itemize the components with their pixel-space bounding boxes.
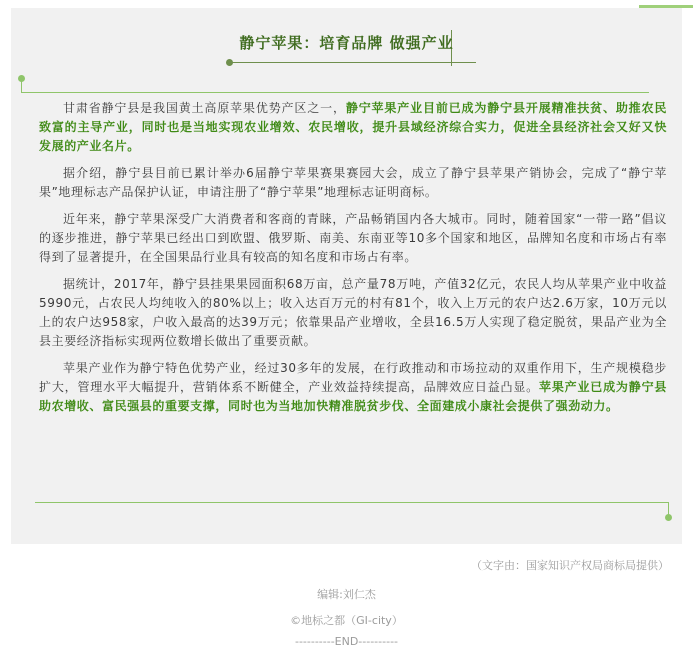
- frame-deco-bottom-dot: [665, 514, 672, 521]
- title-deco-dot: [226, 59, 233, 66]
- title-underline: [229, 62, 476, 63]
- article-body: [39, 99, 667, 424]
- frame-deco-bottom-line: [35, 502, 669, 503]
- article-title: 静宁苹果：培育品牌 做强产业: [239, 34, 454, 52]
- paragraph: [39, 164, 667, 202]
- highlighted-text: 苹果产业已成为静宁县助农增收、富民强县的重要支撑，同时也为当地加快精准脱贫步伐、全面建成小康社会提供了强劲动力。: [39, 380, 667, 413]
- end-marker: ----------END----------: [294, 635, 399, 648]
- paragraph: [39, 210, 667, 267]
- paragraph-text: 据统计，2017年，静宁县挂果果园面积68万亩，总产量78万吨，产值32亿元，农民人均从苹果产业中收益5990元，占农民人均纯收入的80%以上；收入达百万元的村有81个，收入上万元的农户达2.6万家，10万元以上的农户达958家，户收入最高的达39万元；依靠果品产业增收，全县16.5万人实现了稳定脱贫，果品产业为全县主要经济指标实现两位数增长做出了重要贡献。: [39, 277, 667, 348]
- copyright-line: ©地标之都（GI-city）: [290, 614, 403, 627]
- article-card: [11, 8, 682, 544]
- frame-deco-top-line: [21, 92, 649, 93]
- paragraph-text: 苹果产业作为静宁特色优势产业，经过30多年的发展，在行政推动和市场拉动的双重作用下，生产规模稳步扩大，管理水平大幅提升，营销体系不断健全，产业效益持续提高，品牌效应日益凸显。: [39, 361, 667, 394]
- paragraph: [39, 99, 667, 156]
- title-wrap: [11, 32, 682, 53]
- frame-deco-top-dot: [18, 75, 25, 82]
- paragraph-text: 甘肃省静宁县是我国黄土高原苹果优势产区之一，: [63, 101, 346, 115]
- paragraph: [39, 359, 667, 416]
- paragraph-text: 近年来，静宁苹果深受广大消费者和客商的青睐，产品畅销国内各大城市。同时，随着国家“一带一路”倡议的逐步推进，静宁苹果已经出口到欧盟、俄罗斯、南美、东南亚等10多个国家和地区，品牌知名度和市场占有率得到了显著提升，在全国果品行业具有较高的知名度和市场占有率。: [39, 212, 667, 264]
- source-credit: （文字由：国家知识产权局商标局提供）: [471, 559, 669, 572]
- highlighted-text: 静宁苹果产业目前已成为静宁县开展精准扶贫、助推农民致富的主导产业，同时也是当地实现农业增效、农民增收，提升县域经济综合实力，促进全县经济社会又好又快发展的产业名片。: [39, 101, 667, 153]
- editor-credit: 编辑:刘仁杰: [317, 588, 376, 601]
- paragraph: [39, 275, 667, 351]
- paragraph-text: 据介绍，静宁县目前已累计举办6届静宁苹果赛果赛园大会，成立了静宁县苹果产销协会，完成了“静宁苹果”地理标志产品保护认证，申请注册了“静宁苹果”地理标志证明商标。: [39, 166, 667, 199]
